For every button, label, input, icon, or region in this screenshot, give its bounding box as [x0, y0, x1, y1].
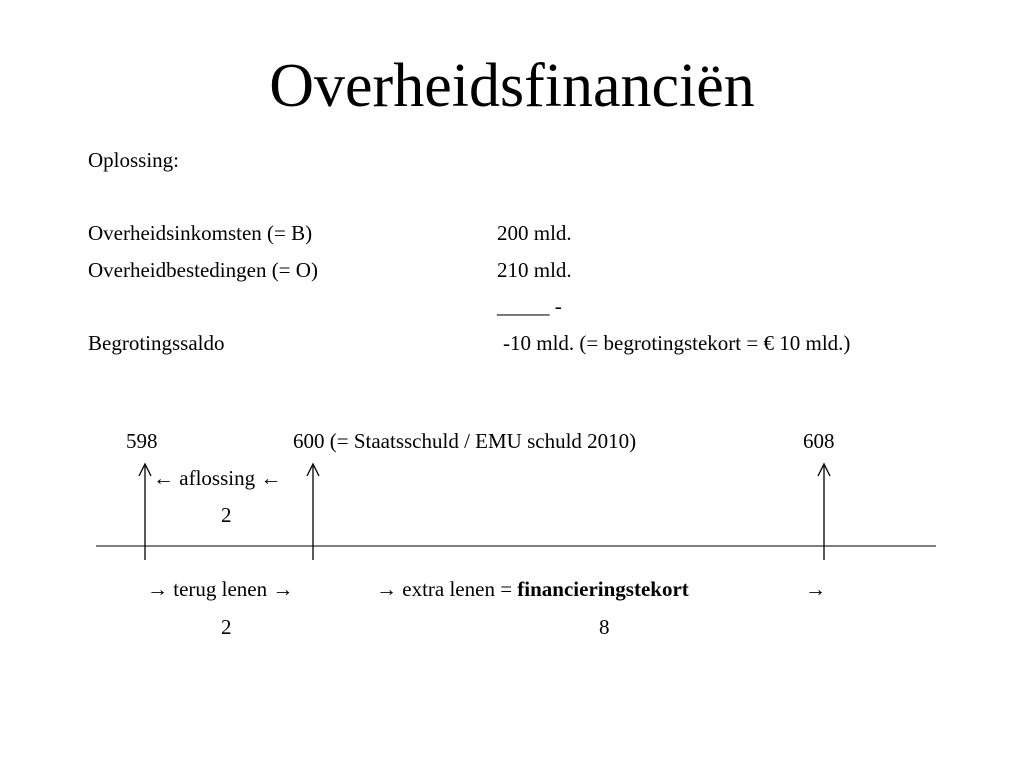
- relend-amount: 2: [221, 615, 232, 639]
- marker-598-arrowhead: [139, 464, 151, 476]
- debt-2010-value: 600 (= Staatsschuld / EMU schuld 2010): [293, 429, 637, 453]
- marker-600-arrowhead: [307, 464, 319, 476]
- repayment-label: ← aflossing ←: [153, 466, 282, 490]
- spending-label: Overheidbestedingen (= O): [88, 258, 318, 282]
- debt-start-value: 598: [126, 429, 158, 453]
- extra-borrowing-amount: 8: [599, 615, 610, 639]
- solution-heading: Oplossing:: [88, 148, 180, 172]
- marker-608-arrowhead: [818, 464, 830, 476]
- slide-title: Overheidsfinanciën: [269, 52, 755, 120]
- spending-value: 210 mld.: [497, 258, 572, 282]
- financing-deficit-term: financieringstekort: [517, 577, 689, 601]
- extra-borrowing-prefix: → extra lenen =: [376, 577, 518, 601]
- repayment-amount: 2: [221, 503, 232, 527]
- extra-borrowing-arrow: →: [805, 577, 826, 601]
- subtraction-line: _____ -: [497, 294, 562, 318]
- balance-label: Begrotingssaldo: [88, 331, 225, 355]
- balance-value: -10 mld. (= begrotingstekort = € 10 mld.): [503, 331, 851, 355]
- income-value: 200 mld.: [497, 221, 572, 245]
- debt-end-value: 608: [803, 429, 835, 453]
- extra-borrowing-label: [376, 579, 689, 600]
- income-label: Overheidsinkomsten (= B): [88, 221, 313, 245]
- relend-label: → terug lenen →: [147, 577, 294, 601]
